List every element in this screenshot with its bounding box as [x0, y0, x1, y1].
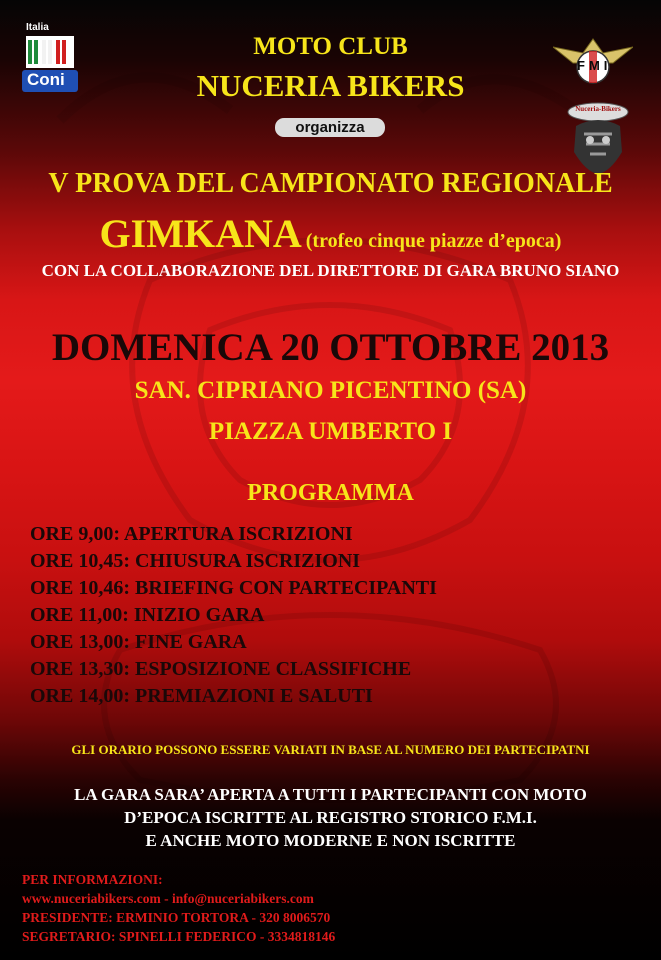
- schedule-item: ORE 11,00: INIZIO GARA: [30, 604, 265, 626]
- gimkana-title: GIMKANA: [99, 211, 302, 256]
- schedule-item: ORE 13,00: FINE GARA: [30, 631, 247, 653]
- info-heading: PER INFORMAZIONI:: [22, 872, 163, 887]
- schedule-item: ORE 14,00: PREMIAZIONI E SALUTI: [30, 685, 373, 707]
- info-president: PRESIDENTE: ERMINIO TORTORA - 320 8006570: [22, 910, 331, 925]
- schedule-item: ORE 9,00: APERTURA ISCRIZIONI: [30, 523, 353, 545]
- club-name-line1: MOTO CLUB: [253, 33, 408, 60]
- schedule-notice: GLI ORARIO POSSONO ESSERE VARIATI IN BASE AL NUMERO DEI PARTECIPATNI: [71, 742, 590, 757]
- coni-bottom-text: Coni: [27, 70, 65, 89]
- programma-heading: PROGRAMMA: [247, 480, 414, 506]
- club-logo-text: Nuceria-Bikers: [575, 105, 621, 113]
- schedule-item: ORE 10,45: CHIUSURA ISCRIZIONI: [30, 550, 361, 572]
- gimkana-line: [0, 210, 661, 257]
- schedule-item: ORE 13,30: ESPOSIZIONE CLASSIFICHE: [30, 658, 412, 680]
- trofeo-subtitle: (trofeo cinque piazze d’epoca): [305, 230, 562, 252]
- rules-line: D’EPOCA ISCRITTE AL REGISTRO STORICO F.M.I.: [124, 808, 537, 827]
- organizza-label: organizza: [275, 118, 385, 137]
- rules-line: LA GARA SARA’ APERTA A TUTTI I PARTECIPANTI CON MOTO: [74, 785, 587, 804]
- coni-top-text: Italia: [26, 22, 49, 33]
- rules-line: E ANCHE MOTO MODERNE E NON ISCRITTE: [145, 831, 516, 850]
- event-title: V PROVA DEL CAMPIONATO REGIONALE: [48, 168, 613, 199]
- collaboration-line: CON LA COLLABORAZIONE DEL DIRETTORE DI GARA BRUNO SIANO: [41, 261, 620, 280]
- schedule-item: ORE 10,46: BRIEFING CON PARTECIPANTI: [30, 577, 437, 599]
- event-date: DOMENICA 20 OTTOBRE 2013: [51, 326, 610, 369]
- event-location: SAN. CIPRIANO PICENTINO (SA): [134, 377, 527, 404]
- club-name-line2: NUCERIA BIKERS: [196, 68, 465, 103]
- fmi-logo-text: FMI: [577, 58, 612, 73]
- info-website-email: www.nuceriabikers.com - info@nuceriabikers.com: [22, 891, 314, 906]
- info-secretary: SEGRETARIO: SPINELLI FEDERICO - 3334818146: [22, 929, 336, 944]
- event-square: PIAZZA UMBERTO I: [208, 418, 453, 445]
